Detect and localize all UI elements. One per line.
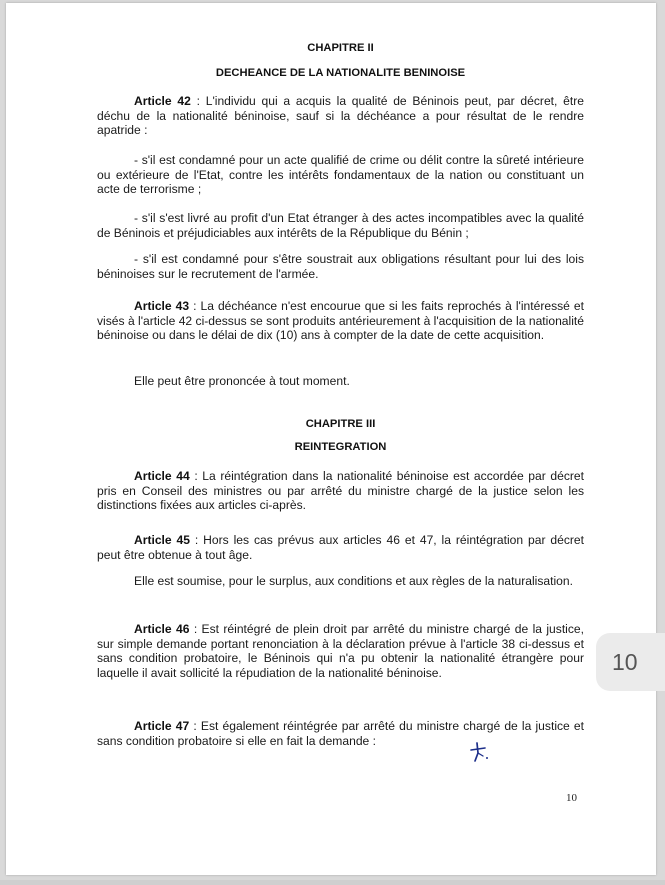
chapter-2-title: CHAPITRE II [307, 42, 374, 54]
article-45-para-2: Elle est soumise, pour le surplus, aux conditions et aux règles de la naturalisation. [134, 574, 573, 588]
article-42-item-2: - s'il s'est livré au profit d'un Etat étranger à des actes incompatibles avec la qualité de Béninois et préjudiciables aux intérêts de la République du Bénin ; [97, 211, 584, 240]
article-42-text: : L'individu qui a acquis la qualité de Béninois peut, par décret, être déchu de la nationalité béninoise, sauf si la déchéance a pour résultat de le rendre apatride : [97, 94, 585, 138]
article-43-label: Article 43 [134, 299, 190, 313]
article-42-item-3: - s'il est condamné pour s'être soustrait aux obligations résultant pour lui des lois béninoises sur le recrutement de l'armée. [97, 252, 584, 281]
article-47 [97, 719, 584, 748]
viewer-bottom-edge [0, 880, 665, 885]
article-43-text: : La déchéance n'est encourue que si les faits reprochés à l'intéressé et visés à l'article 42 ci-dessus se sont produits antérieurement à l'acquisition de la nationalité béninoise ou dans le délai de dix (10) ans à compter de la date de cette acquisition. [97, 299, 584, 343]
page-indicator-badge: 10 [596, 633, 665, 691]
article-42-intro [97, 94, 584, 138]
article-45 [97, 533, 584, 562]
article-42-label: Article 42 [134, 94, 191, 108]
article-46-text: : Est réintégré de plein droit par arrêté du ministre chargé de la justice, sur simple demande portant renonciation à la déclaration prévue à l'article 38 ci-dessus et sans condition probatoire, le Béninois qui n'a pu obtenir la nationalité étrangère pour laquelle il avait sollicité la répudiation de la nationalité béninoise. [97, 622, 585, 680]
article-47-label: Article 47 [134, 719, 190, 733]
article-47-text: : Est également réintégrée par arrêté du ministre chargé de la justice et sans condition probatoire si elle en fait la demande : [97, 719, 585, 748]
article-44-text: : La réintégration dans la nationalité béninoise est accordée par décret pris en Conseil des ministres ou par arrêté du ministre chargé de la justice selon les distinctions fixées aux articles ci-après. [97, 469, 584, 513]
article-43 [97, 299, 584, 343]
chapter-3-subtitle: REINTEGRATION [294, 441, 387, 453]
handwritten-signature [466, 741, 494, 765]
article-46-label: Article 46 [134, 622, 190, 636]
chapter-2-subtitle: DECHEANCE DE LA NATIONALITE BENINOISE [215, 67, 466, 79]
chapter-3-title: CHAPITRE III [305, 418, 376, 430]
article-46 [97, 622, 584, 680]
article-44 [97, 469, 584, 513]
article-43-para-2: Elle peut être prononcée à tout moment. [134, 374, 350, 388]
page-number: 10 [566, 792, 577, 804]
article-45-text: : Hors les cas prévus aux articles 46 et 47, la réintégration par décret peut être obtenue à tout âge. [97, 533, 585, 562]
document-page [6, 3, 656, 875]
article-44-label: Article 44 [134, 469, 190, 483]
article-45-label: Article 45 [134, 533, 190, 547]
article-42-item-1: - s'il est condamné pour un acte qualifié de crime ou délit contre la sûreté intérieure ou extérieure de l'Etat, contre les intérêts fondamentaux de la nation ou constituant un acte de terrorisme ; [97, 153, 584, 197]
